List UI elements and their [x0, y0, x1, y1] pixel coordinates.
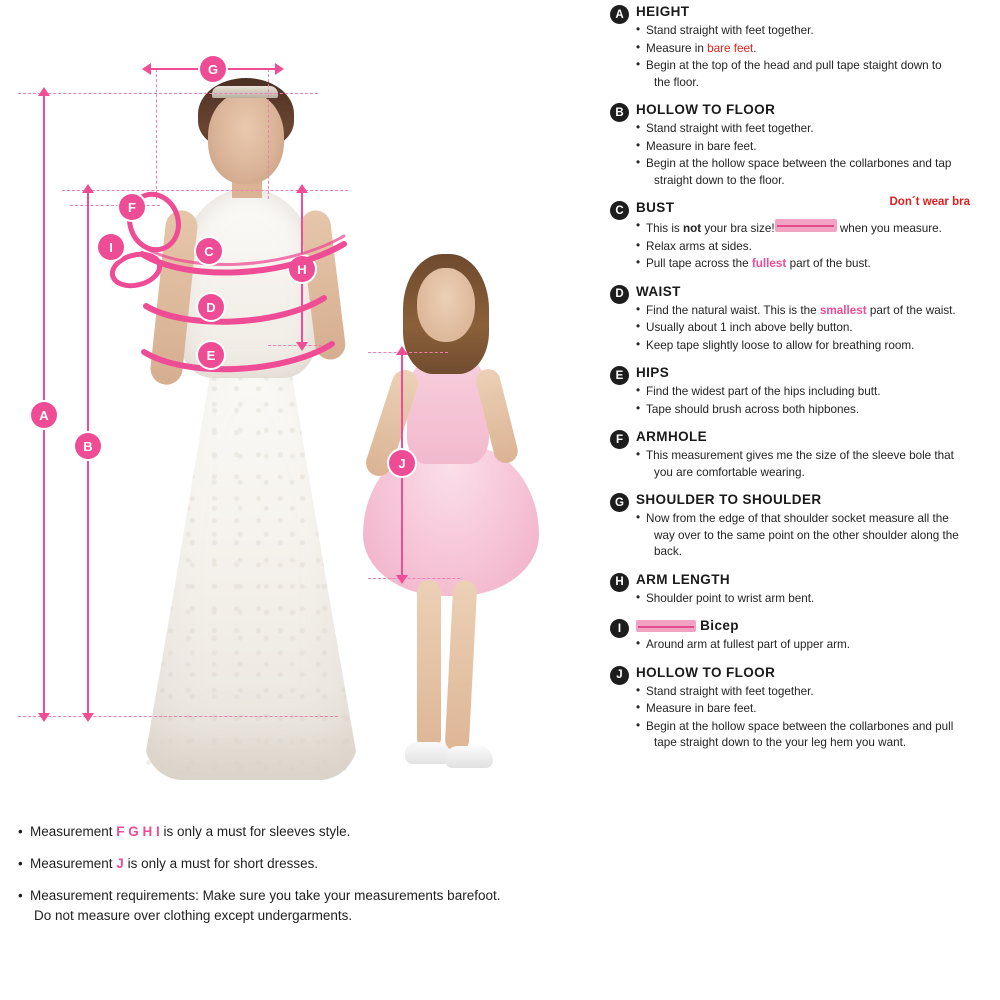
- item-text: Begin at the hollow space between the collarbones and pull: [646, 719, 954, 733]
- instruction-item: • Around arm at fullest part of upper arm.: [636, 637, 994, 654]
- instruction-waist: [606, 284, 994, 355]
- instruction-item: • Stand straight with feet together.: [636, 684, 994, 701]
- instruction-item: • Measure in bare feet.: [636, 701, 994, 718]
- letter-badge-a: A: [610, 5, 629, 24]
- letter-badge-f: F: [610, 430, 629, 449]
- instructions-panel: [606, 0, 1000, 1000]
- instruction-item: • Stand straight with feet together.: [636, 23, 994, 40]
- footer-note-3: [18, 886, 578, 926]
- short-dress-head: [417, 268, 475, 342]
- badge-J: J: [389, 450, 415, 476]
- item-tail-a: your bra size!: [701, 222, 775, 235]
- badge-C: C: [196, 238, 222, 264]
- letter-badge-d: D: [610, 285, 629, 304]
- item-text: Pull tape across the: [646, 257, 752, 270]
- instruction-item: [636, 58, 994, 91]
- instruction-item: [636, 219, 994, 238]
- guide-line-top-head: [18, 93, 318, 94]
- instruction-item: • Measure in bare feet.: [636, 139, 994, 156]
- instruction-item: [636, 719, 994, 752]
- footer-notes: [18, 822, 578, 938]
- item-tail: part of the bust.: [786, 257, 871, 270]
- badge-H: H: [289, 256, 315, 282]
- guide-line-floor: [18, 716, 338, 717]
- item-continuation: the floor.: [654, 75, 699, 89]
- footer-note-3-sub: Do not measure over clothing except undergarments.: [34, 908, 353, 923]
- bride-head: [208, 92, 284, 184]
- item-emphasis: bare feet: [707, 41, 754, 55]
- instruction-title-hips: HIPS: [636, 365, 670, 380]
- footer-note-2-pre: Measurement: [30, 856, 117, 871]
- letter-badge-e: E: [610, 366, 629, 385]
- instruction-title-arm-length: ARM LENGTH: [636, 571, 730, 587]
- waist-band-line: [140, 286, 330, 334]
- instruction-title-hollow-to-floor-short: HOLLOW TO FLOOR: [636, 664, 776, 680]
- footer-note-1-keys: F G H I: [116, 824, 160, 839]
- instruction-arm-length: [606, 572, 994, 608]
- letter-badge-g: G: [610, 493, 629, 512]
- letter-badge-b: B: [610, 103, 629, 122]
- instruction-item: [636, 303, 994, 320]
- instruction-bust: [606, 196, 994, 273]
- badge-G: G: [200, 56, 226, 82]
- guide-line-shoulder-left: [156, 69, 157, 199]
- instruction-shoulder-to-shoulder: [606, 492, 994, 561]
- item-emphasis: not: [683, 222, 702, 235]
- instruction-item: • Usually about 1 inch above belly button.: [636, 320, 994, 337]
- badge-A: A: [31, 402, 57, 428]
- letter-badge-i: I: [610, 619, 629, 638]
- item-text: Begin at the hollow space between the collarbones and tap: [646, 157, 952, 170]
- instruction-item: • Keep tape slightly loose to allow for breathing room.: [636, 338, 994, 355]
- short-dress-right-shoe: [445, 746, 493, 768]
- instruction-height: [606, 4, 994, 91]
- hips-band-line: [138, 330, 338, 380]
- item-continuation: tape straight down to the your leg hem you want.: [654, 736, 907, 749]
- instruction-item: [636, 156, 994, 189]
- footer-note-2-keys: J: [116, 856, 124, 871]
- guide-line-short-hollow: [368, 352, 448, 353]
- redacted-text: [636, 620, 696, 632]
- short-dress-right-leg: [445, 579, 478, 752]
- footer-note-2-post: is only a must for short dresses.: [123, 856, 319, 871]
- item-continuation-2: back.: [654, 545, 682, 558]
- instruction-title-shoulder-to-shoulder: SHOULDER TO SHOULDER: [636, 492, 822, 507]
- badge-B: B: [75, 433, 101, 459]
- item-text: Measure in: [646, 41, 708, 55]
- instruction-hollow-to-floor-short: [606, 665, 994, 752]
- badge-E: E: [198, 342, 224, 368]
- instruction-title-bicep-text: Bicep: [700, 618, 739, 633]
- item-emphasis: smallest: [819, 303, 867, 317]
- item-text: Find the natural waist. This is the: [646, 303, 820, 317]
- instruction-item: • Stand straight with feet together.: [636, 121, 994, 138]
- item-text: This measurement gives me the size of the sleeve bole that: [646, 449, 954, 462]
- guide-line-shoulder-right: [268, 69, 269, 199]
- instruction-title-bust: BUST: [636, 200, 675, 215]
- item-text: Now from the edge of that shoulder socket measure all the: [646, 512, 949, 525]
- instruction-title-waist: WAIST: [636, 283, 681, 299]
- instruction-title-hollow-to-floor: HOLLOW TO FLOOR: [636, 102, 776, 117]
- footer-note-2: [18, 854, 578, 874]
- guide-line-short-hem: [368, 578, 460, 579]
- instruction-bicep: [606, 618, 994, 654]
- item-tail: part of the waist.: [866, 303, 956, 317]
- instruction-hips: [606, 365, 994, 418]
- item-continuation: straight down to the floor.: [654, 173, 785, 187]
- bride-lace-texture: [144, 360, 358, 780]
- short-dress-figure-illustration: [345, 250, 545, 810]
- instruction-item: [636, 41, 994, 58]
- item-text: Begin at the top of the head and pull tape staight down to: [646, 59, 942, 72]
- footer-note-1-pre: Measurement: [30, 824, 117, 839]
- instruction-hollow-to-floor: [606, 102, 994, 189]
- letter-badge-j: J: [610, 666, 629, 685]
- instruction-title-bicep: [636, 618, 994, 633]
- footer-note-1: [18, 822, 578, 842]
- instruction-title-height: HEIGHT: [636, 4, 690, 19]
- instruction-item: • Shoulder point to wrist arm bent.: [636, 591, 994, 608]
- letter-badge-c: C: [610, 201, 629, 220]
- footer-note-3-pre: Measurement requirements: Make sure you take your measurements barefoot.: [30, 888, 501, 903]
- instruction-item: • Tape should brush across both hipbones.: [636, 402, 994, 419]
- instruction-item: [636, 256, 994, 273]
- letter-badge-h: H: [610, 573, 629, 592]
- item-emphasis: fullest: [751, 257, 787, 270]
- item-continuation: you are comfortable wearing.: [654, 465, 805, 479]
- item-text: This is: [646, 222, 684, 235]
- instruction-armhole: [606, 429, 994, 481]
- instruction-item: [636, 511, 994, 561]
- short-dress-left-leg: [417, 580, 441, 750]
- item-continuation: way over to the same point on the other shoulder along the: [654, 528, 959, 542]
- instruction-title-armhole: ARMHOLE: [636, 429, 708, 444]
- footer-note-1-post: is only a must for sleeves style.: [159, 824, 351, 839]
- instruction-item: • Find the widest part of the hips including butt.: [636, 384, 994, 401]
- instruction-item: [636, 448, 994, 481]
- redacted-text: [775, 219, 837, 232]
- bust-side-note: Don´t wear bra: [889, 196, 970, 208]
- item-tail: .: [753, 41, 757, 55]
- badge-I: I: [98, 234, 124, 260]
- item-tail-b: when you measure.: [836, 222, 942, 235]
- instruction-item: • Relax arms at sides.: [636, 239, 994, 256]
- badge-F: F: [119, 194, 145, 220]
- badge-D: D: [198, 294, 224, 320]
